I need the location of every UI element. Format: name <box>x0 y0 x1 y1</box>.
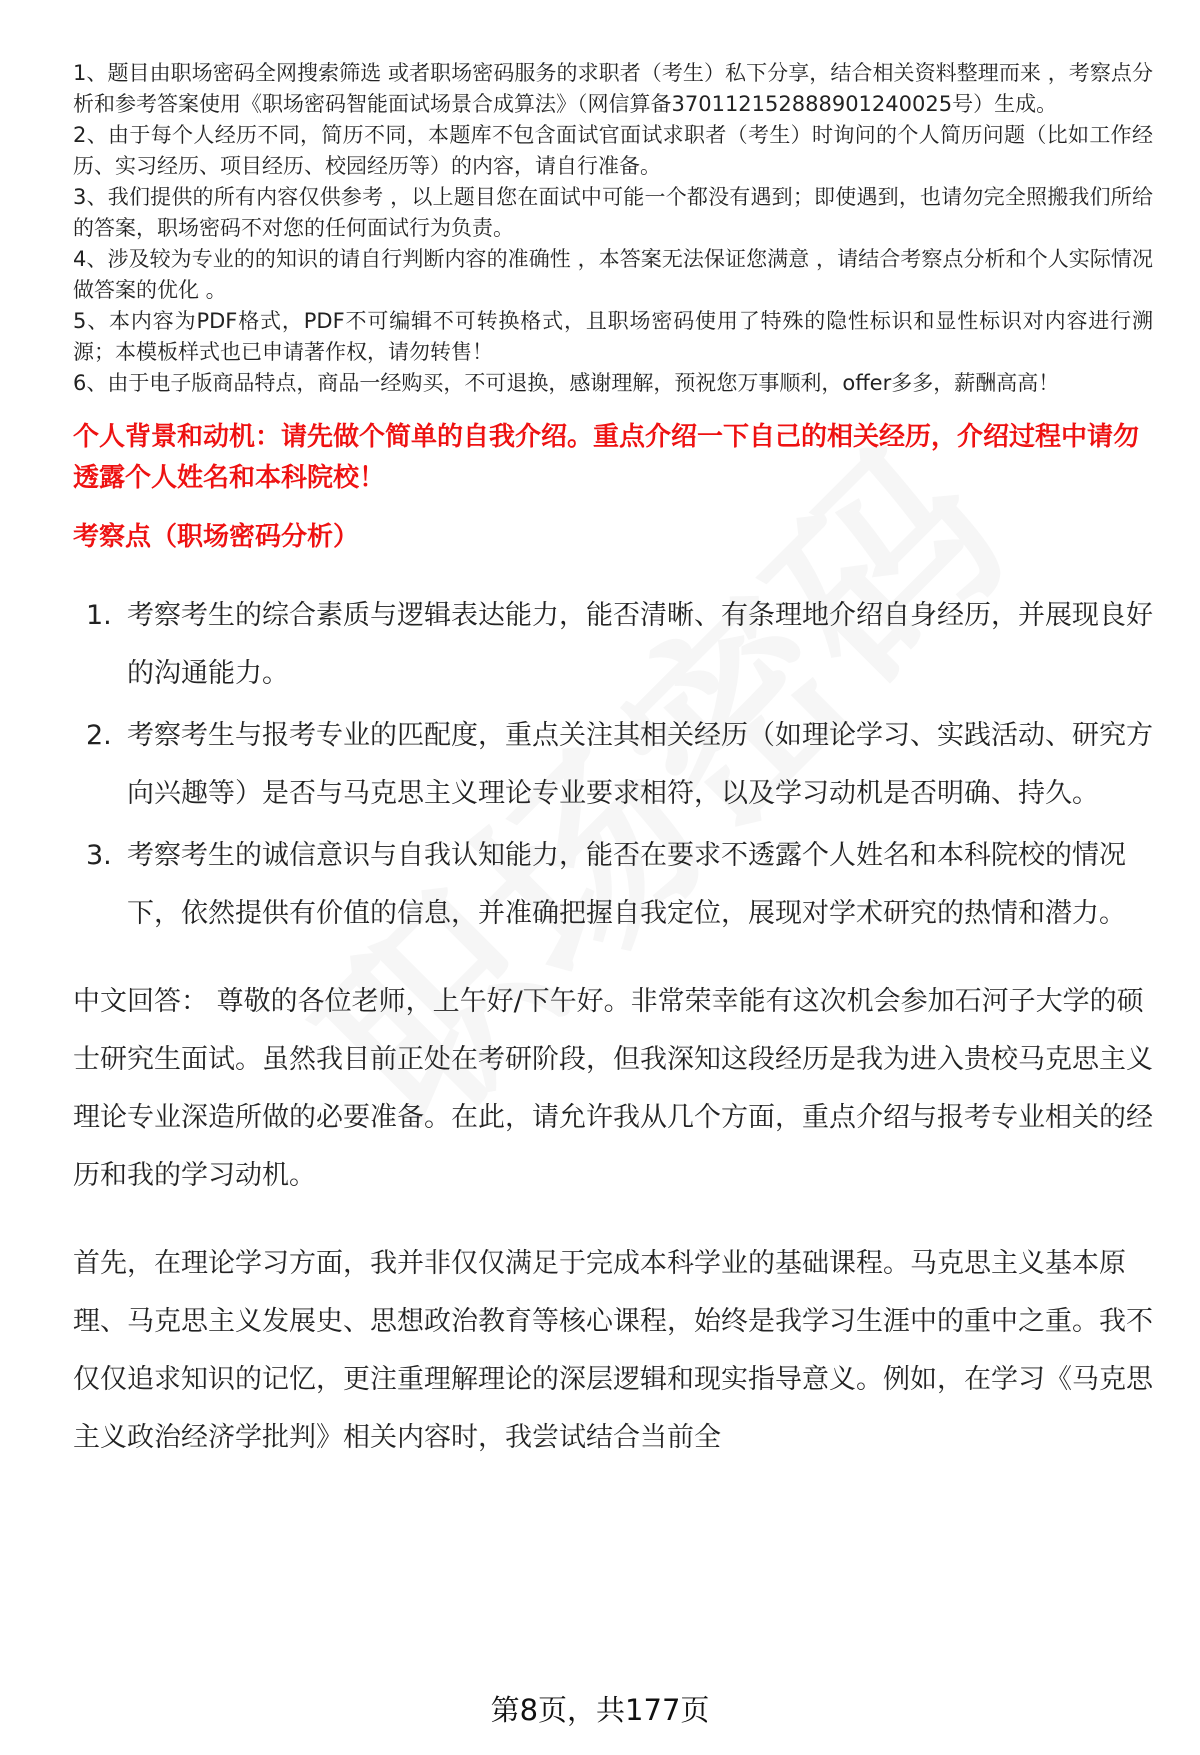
point-text: 考察考生的诚信意识与自我认知能力，能否在要求不透露个人姓名和本科院校的情况下，依然提供有价值的信息，并准确把握自我定位，展现对学术研究的热情和潜力。 <box>127 840 1126 929</box>
notice-item: 5、本内容为PDF格式，PDF不可编辑不可转换格式，且职场密码使用了特殊的隐性标识和显性标识对内容进行溯源；本模板样式也已申请著作权，请勿转售！ <box>73 309 1153 364</box>
section-title: 考察点（职场密码分析） <box>73 522 360 552</box>
question-heading: 个人背景和动机：请先做个简单的自我介绍。重点介绍一下自己的相关经历，介绍过程中请勿透露个人姓名和本科院校！ <box>73 422 1140 493</box>
answer-paragraph: 首先，在理论学习方面，我并非仅仅满足于完成本科学业的基础课程。马克思主义基本原理、马克思主义发展史、思想政治教育等核心课程，始终是我学习生涯中的重中之重。我不仅仅追求知识的记忆，更注重理解理论的深层逻辑和现实指导意义。例如，在学习《马克思主义政治经济学批判》相关内容时，我尝试结合当前全 <box>73 1248 1153 1453</box>
notice-item: 3、我们提供的所有内容仅供参考 ，以上题目您在面试中可能一个都没有遇到；即使遇到，也请勿完全照搬我们所给的答案，职场密码不对您的任何面试行为负责。 <box>73 185 1153 240</box>
point-number: 3. <box>86 840 112 871</box>
analysis-points <box>73 587 1153 943</box>
notice-list <box>73 58 1153 399</box>
answer-paragraph: 中文回答： 尊敬的各位老师，上午好/下午好。非常荣幸能有这次机会参加石河子大学的硕士研究生面试。虽然我目前正处在考研阶段，但我深知这段经历是我为进入贵校马克思主义理论专业深造所做的必要准备。在此，请允许我从几个方面，重点介绍与报考专业相关的经历和我的学习动机。 <box>73 986 1153 1191</box>
point-number: 1. <box>86 600 112 631</box>
notice-item: 2、由于每个人经历不同，简历不同，本题库不包含面试官面试求职者（考生）时询问的个人简历问题（比如工作经历、实习经历、项目经历、校园经历等）的内容，请自行准备。 <box>73 123 1153 178</box>
point-text: 考察考生的综合素质与逻辑表达能力，能否清晰、有条理地介绍自身经历，并展现良好的沟通能力。 <box>127 600 1153 689</box>
analysis-point <box>73 707 1153 823</box>
point-number: 2. <box>86 720 112 751</box>
point-text: 考察考生与报考专业的匹配度，重点关注其相关经历（如理论学习、实践活动、研究方向兴趣等）是否与马克思主义理论专业要求相符，以及学习动机是否明确、持久。 <box>127 720 1153 809</box>
page-footer: 第8页，共177页 <box>490 1693 710 1727</box>
notice-item: 1、题目由职场密码全网搜索筛选 或者职场密码服务的求职者（考生）私下分享，结合相关资料整理而来 ，考察点分析和参考答案使用《职场密码智能面试场景合成算法》（网信算备370112152888901240025号）生成。 <box>73 61 1153 116</box>
analysis-point <box>73 587 1153 703</box>
notice-item: 6、由于电子版商品特点，商品一经购买，不可退换，感谢理解，预祝您万事顺利，offer多多，薪酬高高！ <box>73 371 1060 395</box>
notice-item: 4、涉及较为专业的的知识的请自行判断内容的准确性 ，本答案无法保证您满意 ，请结合考察点分析和个人实际情况做答案的优化 。 <box>73 247 1153 302</box>
document-page <box>73 58 1153 1494</box>
analysis-point <box>73 827 1153 943</box>
